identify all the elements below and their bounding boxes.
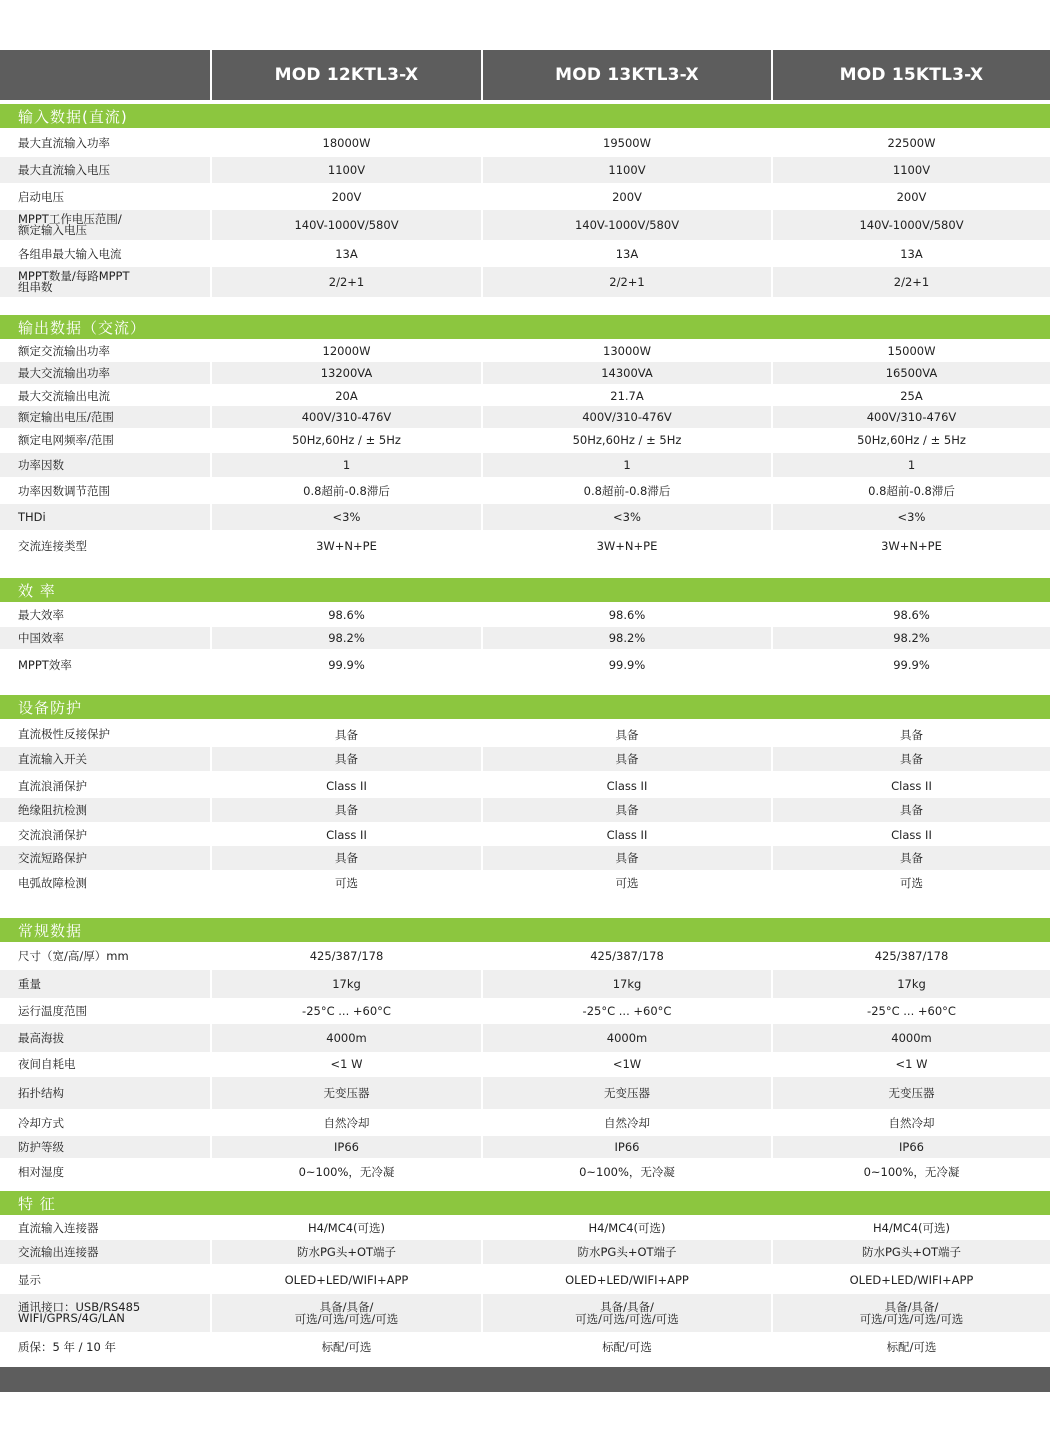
spec-value: 0.8超前-0.8滞后 xyxy=(481,478,771,504)
spec-label: 显示 xyxy=(18,1272,41,1287)
spec-value: IP66 xyxy=(210,1136,481,1158)
spec-label: 相对湿度 xyxy=(18,1164,64,1179)
spec-label: 功率因数 xyxy=(18,457,64,472)
spec-value: 0~100%，无冷凝 xyxy=(481,1159,771,1185)
spec-label: 直流输入连接器 xyxy=(18,1220,99,1235)
spec-value: 99.9% xyxy=(481,652,771,678)
spec-value: OLED+LED/WIFI+APP xyxy=(771,1266,1050,1294)
header-blank-cell xyxy=(0,50,210,100)
model-column-2 xyxy=(481,50,771,100)
section-header: 设备防护 xyxy=(0,695,1050,719)
spec-value: <3% xyxy=(210,504,481,530)
spec-label: 防护等级 xyxy=(18,1139,64,1154)
spec-value: 13A xyxy=(210,241,481,267)
spec-value: 13A xyxy=(771,241,1050,267)
spec-row xyxy=(0,943,1050,969)
spec-value: 98.6% xyxy=(210,604,481,626)
spec-value: 可选 xyxy=(481,870,771,896)
spec-value: 3W+N+PE xyxy=(210,531,481,561)
spec-value: Class II xyxy=(210,822,481,848)
spec-value: 1 xyxy=(210,453,481,477)
spec-value: 1100V xyxy=(210,157,481,183)
spec-value: 14300VA xyxy=(481,362,771,384)
spec-row xyxy=(0,1110,1050,1136)
spec-label: 尺寸（宽/高/厚）mm xyxy=(18,948,129,963)
spec-value: 具备 xyxy=(771,722,1050,747)
spec-value: 具备 xyxy=(771,747,1050,771)
spec-row xyxy=(0,362,1050,384)
spec-value: 18000W xyxy=(210,130,481,156)
spec-label: 最高海拔 xyxy=(18,1030,64,1045)
spec-label: 最大交流输出功率 xyxy=(18,365,110,380)
spec-value: 200V xyxy=(771,184,1050,210)
spec-label: 交流短路保护 xyxy=(18,850,87,865)
spec-value: 具备 xyxy=(481,798,771,822)
spec-value: 4000m xyxy=(210,1024,481,1052)
spec-value: 可选 xyxy=(771,870,1050,896)
spec-row xyxy=(0,340,1050,362)
spec-row xyxy=(0,478,1050,504)
spec-label: 各组串最大输入电流 xyxy=(18,246,122,261)
spec-value: 2/2+1 xyxy=(771,267,1050,297)
spec-value: 无变压器 xyxy=(481,1077,771,1109)
spec-label: 直流输入开关 xyxy=(18,751,87,766)
spec-value: 200V xyxy=(210,184,481,210)
spec-value: 17kg xyxy=(771,970,1050,998)
spec-value: IP66 xyxy=(771,1136,1050,1158)
spec-value: 4000m xyxy=(481,1024,771,1052)
model-column-3 xyxy=(771,50,1050,100)
spec-value: 具备 xyxy=(481,747,771,771)
spec-value: Class II xyxy=(210,772,481,800)
spec-label: 交流浪涌保护 xyxy=(18,827,87,842)
spec-label: 最大直流输入功率 xyxy=(18,135,110,150)
section-header: 效 率 xyxy=(0,578,1050,602)
section-header: 输入数据(直流) xyxy=(0,104,1050,128)
spec-value: 具备 xyxy=(210,846,481,870)
spec-value: 425/387/178 xyxy=(481,943,771,969)
spec-label: THDi xyxy=(18,509,46,524)
spec-row xyxy=(0,385,1050,407)
spec-value: 140V-1000V/580V xyxy=(481,210,771,240)
spec-value: -25°C ... +60°C xyxy=(771,999,1050,1023)
spec-row xyxy=(0,1240,1050,1264)
spec-row xyxy=(0,406,1050,428)
spec-label: 额定电网频率/范围 xyxy=(18,432,114,447)
spec-value: OLED+LED/WIFI+APP xyxy=(210,1266,481,1294)
spec-value: 具备 xyxy=(210,722,481,747)
model-name: MOD 15KTL3-X xyxy=(839,65,984,85)
spec-value: 25A xyxy=(771,385,1050,407)
spec-value: 防水PG头+OT端子 xyxy=(771,1240,1050,1264)
spec-value: H4/MC4(可选) xyxy=(210,1216,481,1240)
spec-row xyxy=(0,1333,1050,1361)
spec-value: 98.2% xyxy=(210,627,481,649)
spec-value: 具备/具备/ 可选/可选/可选/可选 xyxy=(210,1294,481,1332)
spec-value: 425/387/178 xyxy=(771,943,1050,969)
spec-value: 12000W xyxy=(210,340,481,362)
spec-value: 标配/可选 xyxy=(771,1333,1050,1361)
spec-label: 夜间自耗电 xyxy=(18,1056,76,1071)
spec-value: 具备 xyxy=(481,846,771,870)
spec-label: 运行温度范围 xyxy=(18,1003,87,1018)
spec-value: 98.2% xyxy=(481,627,771,649)
spec-value: H4/MC4(可选) xyxy=(481,1216,771,1240)
spec-row xyxy=(0,267,1050,297)
spec-value: Class II xyxy=(771,822,1050,848)
spec-value: 140V-1000V/580V xyxy=(771,210,1050,240)
spec-value: 具备 xyxy=(771,846,1050,870)
spec-row xyxy=(0,722,1050,747)
spec-value: <1 W xyxy=(771,1052,1050,1076)
spec-label: 通讯接口：USB/RS485 WIFI/GPRS/4G/LAN xyxy=(18,1300,141,1325)
spec-row xyxy=(0,1136,1050,1158)
spec-label: 额定交流输出功率 xyxy=(18,343,110,358)
spec-value: 3W+N+PE xyxy=(771,531,1050,561)
spec-label: 交流输出连接器 xyxy=(18,1244,99,1259)
spec-value: <1 W xyxy=(210,1052,481,1076)
spec-value: 50Hz,60Hz / ± 5Hz xyxy=(771,428,1050,452)
spec-row xyxy=(0,747,1050,771)
spec-row xyxy=(0,1159,1050,1185)
spec-value: 400V/310-476V xyxy=(771,406,1050,428)
spec-value: <3% xyxy=(481,504,771,530)
spec-value: 22500W xyxy=(771,130,1050,156)
spec-label: 启动电压 xyxy=(18,189,64,204)
spec-value: 具备 xyxy=(481,722,771,747)
spec-row xyxy=(0,798,1050,822)
spec-label: MPPT工作电压范围/ 额定输入电压 xyxy=(18,212,122,237)
footer-bar xyxy=(0,1367,1050,1392)
spec-row xyxy=(0,1052,1050,1076)
section-header: 输出数据（交流） xyxy=(0,315,1050,339)
spec-value: 50Hz,60Hz / ± 5Hz xyxy=(210,428,481,452)
spec-value: 400V/310-476V xyxy=(481,406,771,428)
spec-value: 0.8超前-0.8滞后 xyxy=(210,478,481,504)
spec-value: 3W+N+PE xyxy=(481,531,771,561)
spec-value: 16500VA xyxy=(771,362,1050,384)
spec-value: 425/387/178 xyxy=(210,943,481,969)
spec-row xyxy=(0,241,1050,267)
spec-label: 质保：5 年 / 10 年 xyxy=(18,1339,116,1354)
spec-value: IP66 xyxy=(481,1136,771,1158)
spec-row xyxy=(0,1024,1050,1052)
spec-row xyxy=(0,531,1050,561)
spec-value: 50Hz,60Hz / ± 5Hz xyxy=(481,428,771,452)
spec-value: Class II xyxy=(481,772,771,800)
spec-value: 无变压器 xyxy=(210,1077,481,1109)
spec-row xyxy=(0,1266,1050,1294)
spec-value: 1 xyxy=(771,453,1050,477)
spec-row xyxy=(0,130,1050,156)
spec-value: 17kg xyxy=(210,970,481,998)
spec-value: OLED+LED/WIFI+APP xyxy=(481,1266,771,1294)
spec-row xyxy=(0,1216,1050,1240)
spec-value: 防水PG头+OT端子 xyxy=(481,1240,771,1264)
spec-row xyxy=(0,453,1050,477)
spec-label: 额定输出电压/范围 xyxy=(18,409,114,424)
spec-value: 自然冷却 xyxy=(481,1110,771,1136)
spec-row xyxy=(0,772,1050,800)
spec-value: 具备 xyxy=(771,798,1050,822)
spec-row xyxy=(0,846,1050,870)
spec-label: 拓扑结构 xyxy=(18,1085,64,1100)
spec-value: 21.7A xyxy=(481,385,771,407)
spec-value: <3% xyxy=(771,504,1050,530)
spec-label: 重量 xyxy=(18,976,41,991)
spec-row xyxy=(0,1294,1050,1332)
spec-label: 功率因数调节范围 xyxy=(18,483,110,498)
spec-label: 冷却方式 xyxy=(18,1115,64,1130)
spec-row xyxy=(0,870,1050,896)
spec-value: 400V/310-476V xyxy=(210,406,481,428)
model-name: MOD 13KTL3-X xyxy=(555,65,699,85)
spec-value: 140V-1000V/580V xyxy=(210,210,481,240)
spec-row xyxy=(0,157,1050,183)
spec-label: MPPT数量/每路MPPT 组串数 xyxy=(18,269,130,294)
spec-row xyxy=(0,627,1050,649)
spec-value: 自然冷却 xyxy=(771,1110,1050,1136)
spec-label: 最大效率 xyxy=(18,607,64,622)
spec-row xyxy=(0,504,1050,530)
spec-row xyxy=(0,822,1050,848)
spec-row xyxy=(0,652,1050,678)
spec-value: 2/2+1 xyxy=(210,267,481,297)
spec-label: 电弧故障检测 xyxy=(18,875,87,890)
spec-value: 98.2% xyxy=(771,627,1050,649)
section-header: 常规数据 xyxy=(0,918,1050,942)
spec-value: 13000W xyxy=(481,340,771,362)
model-header xyxy=(0,50,1050,100)
spec-value: 无变压器 xyxy=(771,1077,1050,1109)
spec-value: 13200VA xyxy=(210,362,481,384)
model-column-1 xyxy=(210,50,481,100)
spec-value: 4000m xyxy=(771,1024,1050,1052)
spec-value: 99.9% xyxy=(771,652,1050,678)
spec-value: 防水PG头+OT端子 xyxy=(210,1240,481,1264)
spec-value: 20A xyxy=(210,385,481,407)
spec-row xyxy=(0,999,1050,1023)
spec-value: 0~100%，无冷凝 xyxy=(210,1159,481,1185)
spec-value: 1 xyxy=(481,453,771,477)
spec-value: <1W xyxy=(481,1052,771,1076)
spec-row xyxy=(0,604,1050,626)
spec-value: 具备 xyxy=(210,747,481,771)
spec-value: 19500W xyxy=(481,130,771,156)
spec-label: MPPT效率 xyxy=(18,657,72,672)
spec-value: 98.6% xyxy=(481,604,771,626)
spec-label: 最大交流输出电流 xyxy=(18,388,110,403)
spec-value: 0.8超前-0.8滞后 xyxy=(771,478,1050,504)
spec-label: 直流极性反接保护 xyxy=(18,727,110,741)
spec-value: 标配/可选 xyxy=(210,1333,481,1361)
spec-value: 98.6% xyxy=(771,604,1050,626)
spec-label: 绝缘阻抗检测 xyxy=(18,802,87,817)
spec-value: 2/2+1 xyxy=(481,267,771,297)
spec-value: 200V xyxy=(481,184,771,210)
spec-value: Class II xyxy=(771,772,1050,800)
spec-label: 中国效率 xyxy=(18,630,64,645)
spec-value: 13A xyxy=(481,241,771,267)
spec-value: Class II xyxy=(481,822,771,848)
spec-value: H4/MC4(可选) xyxy=(771,1216,1050,1240)
spec-value: -25°C ... +60°C xyxy=(481,999,771,1023)
spec-row xyxy=(0,428,1050,452)
model-name: MOD 12KTL3-X xyxy=(274,65,419,85)
spec-label: 交流连接类型 xyxy=(18,538,87,553)
spec-value: 17kg xyxy=(481,970,771,998)
spec-row xyxy=(0,184,1050,210)
spec-value: 1100V xyxy=(481,157,771,183)
spec-label: 最大直流输入电压 xyxy=(18,162,110,177)
spec-value: 具备 xyxy=(210,798,481,822)
spec-row xyxy=(0,1077,1050,1109)
spec-value: 自然冷却 xyxy=(210,1110,481,1136)
spec-value: 0~100%，无冷凝 xyxy=(771,1159,1050,1185)
spec-value: 可选 xyxy=(210,870,481,896)
spec-label: 直流浪涌保护 xyxy=(18,778,87,793)
spec-value: -25°C ... +60°C xyxy=(210,999,481,1023)
spec-row xyxy=(0,210,1050,240)
spec-value: 99.9% xyxy=(210,652,481,678)
section-header: 特 征 xyxy=(0,1191,1050,1215)
spec-value: 标配/可选 xyxy=(481,1333,771,1361)
spec-value: 1100V xyxy=(771,157,1050,183)
spec-value: 具备/具备/ 可选/可选/可选/可选 xyxy=(481,1294,771,1332)
spec-value: 15000W xyxy=(771,340,1050,362)
spec-row xyxy=(0,970,1050,998)
spec-value: 具备/具备/ 可选/可选/可选/可选 xyxy=(771,1294,1050,1332)
